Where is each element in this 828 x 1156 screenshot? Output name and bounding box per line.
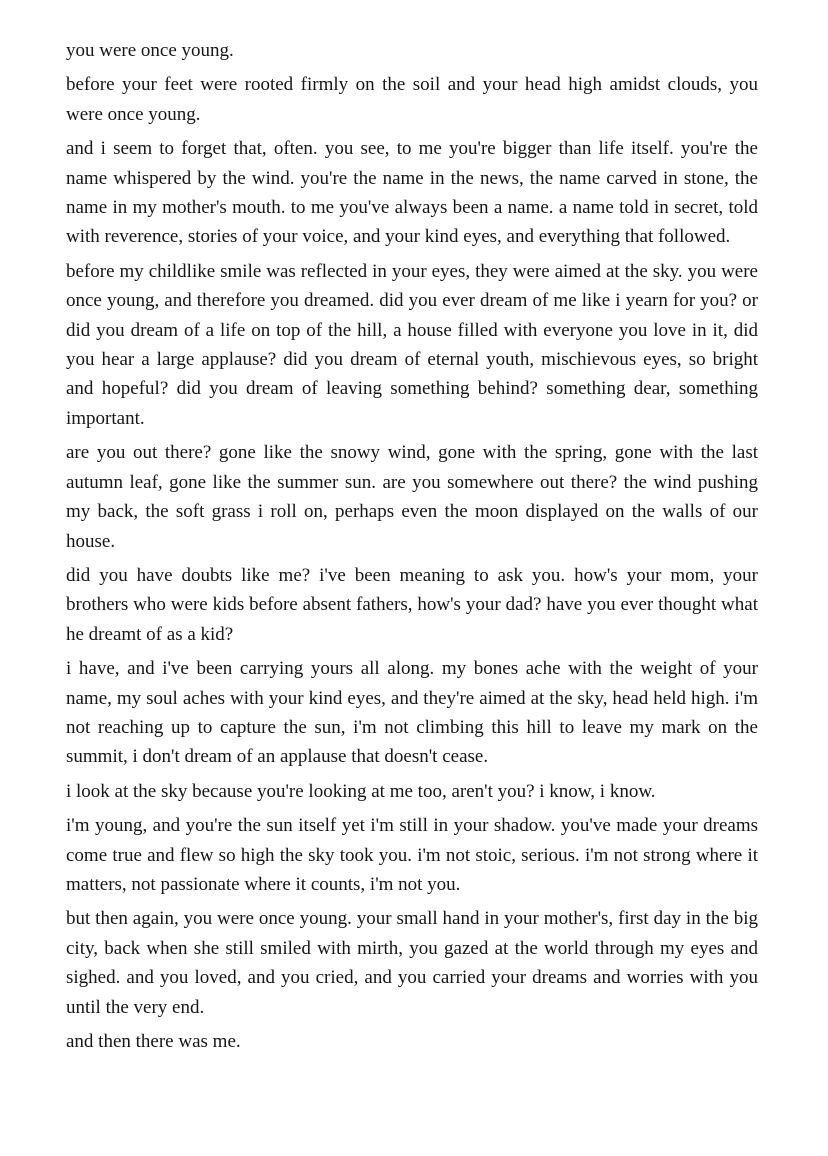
paragraph-5: are you out there? gone like the snowy wind, gone with the spring, gone with the last autumn leaf, gone like the summer sun. are you somewhere out there? the wind pushing my back, the soft grass i roll on, perhaps even the moon displayed on the walls of our house. xyxy=(66,442,758,552)
paragraph-11: and then there was me. xyxy=(66,1031,241,1052)
paragraph-6: did you have doubts like me? i've been meaning to ask you. how's your mom, your brothers who were kids before absent fathers, how's your dad? have you ever thought what he dreamt of as a kid? xyxy=(66,564,758,645)
paragraph-9: i'm young, and you're the sun itself yet i'm still in your shadow. you've made your dreams come true and flew so high the sky took you. i'm not stoic, serious. i'm not strong where it matters, not passionate where it counts, i'm not you. xyxy=(66,815,758,895)
paragraph-3: and i seem to forget that, often. you see, to me you're bigger than life itself. you're the name whispered by the wind. you're the name in the news, the name carved in stone, the name in my mother's mouth. to me you've always been a name. a name told in secret, told with reverence, stories of your voice, and your kind eyes, and everything that followed. xyxy=(66,138,758,248)
document-body xyxy=(66,40,758,1061)
paragraph-2: before your feet were rooted firmly on the soil and your head high amidst clouds, you were once young. xyxy=(66,74,758,125)
paragraph-8: i look at the sky because you're looking at me too, aren't you? i know, i know. xyxy=(66,780,656,802)
paragraph-4: before my childlike smile was reflected in your eyes, they were aimed at the sky. you were once young, and therefore you dreamed. did you ever dream of me like i yearn for you? or did you dream of a life on top of the hill, a house filled with everyone you love in it, did you hear a large applause? did you dream of eternal youth, mischievous eyes, so bright and hopeful? did you dream of leaving something behind? something dear, something important. xyxy=(66,260,758,429)
paragraph-10: but then again, you were once young. your small hand in your mother's, first day in the big city, back when she still smiled with mirth, you gazed at the world through my eyes and sighed. and you loved, and you cried, and you carried your dreams and worries with you until the very end. xyxy=(66,908,758,1018)
paragraph-7: i have, and i've been carrying yours all along. my bones ache with the weight of your name, my soul aches with your kind eyes, and they're aimed at the sky, head held high. i'm not reaching up to capture the sun, i'm not climbing this hill to leave my mark on the summit, i don't dream of an applause that doesn't cease. xyxy=(66,658,758,768)
paragraph-1: you were once young. xyxy=(66,40,234,61)
